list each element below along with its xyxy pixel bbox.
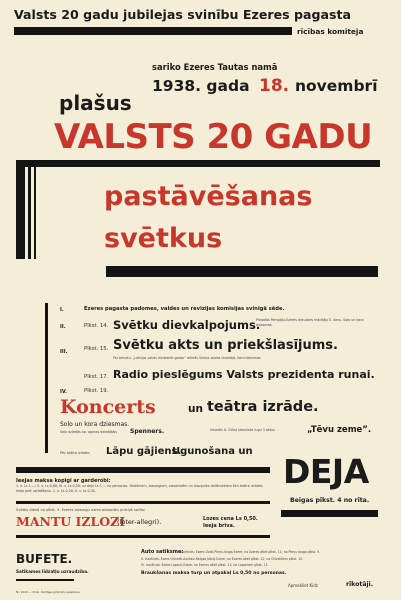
- program-4-title: Radio pieslēgums Valsts prezidenta runai.: [113, 368, 375, 381]
- program-3-time: Pīkst. 15.: [84, 346, 109, 352]
- program-1-num: I.: [60, 307, 64, 313]
- program-3-note: Par tematu: „Latvijas valsts divdesmit gados” referēs Saldus skolas skolotājs. Kora dziesmas.: [113, 356, 262, 360]
- concert-solo: Solo un kora dziesmas.: [60, 421, 130, 428]
- deja-rule: [281, 510, 378, 517]
- program-3-title: Svētku akts un priekšlasījums.: [113, 338, 338, 353]
- program-1-title: Ezeres pagasta padomes, valdes un revīzijas komisijas svinīgā sēde.: [84, 306, 285, 312]
- lottery-intro: Svētku dienā no pīkst. 9. Ezeres aizsargu nams aizsardžu pulciņš sarīko: [16, 508, 145, 512]
- transport-price: Braukšanas maksa turp un atpakaļ Ls 0,50 no personas.: [141, 571, 287, 576]
- entrance-text: 1. v. Ls 1,—; II. v. Ls 0,80; III. v. Ls 0,50; uz deju Ls 1,— no personas. Skolēniem, aizsargiem, aizsardzēm un mazpulka dalībniekiem šim teātra izrādes ieeja pret uzrādīšanu. 1. v. Ls 0,50; II. v. Ls 0,30.: [16, 484, 263, 494]
- transport-line-3: III. maršruts: Ezere-Lapsnii-Ezere; no Ezeres atiet pīkst. 11; no Lapsniem pīkst. 13.: [141, 563, 269, 567]
- concert-singer: Spenners.: [130, 428, 165, 435]
- headline-line1: VALSTS 20 GADU: [54, 117, 373, 157]
- left-vertical-bar-inner: [34, 160, 36, 259]
- concert-solo-note: Solo dziedās op. operas dziedātājs: [60, 430, 118, 434]
- organizer-line: sariko Ezeres Tautas namā: [152, 62, 278, 72]
- entrance-rule: [16, 501, 270, 504]
- program-2-time: Pīkst. 14.: [84, 323, 109, 329]
- play-title: „Tēvu zeme”.: [307, 425, 372, 435]
- program-5-num: IV.: [60, 389, 67, 395]
- headline-line2: pastāvēšanas: [104, 181, 313, 212]
- headline-line3: svētkus: [104, 223, 223, 254]
- left-vertical-bar-mid: [28, 160, 31, 259]
- header-title: Valsts 20 gadu jubilejas svinību Ezeres pagasta: [14, 7, 352, 22]
- footer-printer: Apmekliet Kidz: [288, 583, 318, 588]
- program-4-time: Pīkst. 17.: [84, 374, 109, 380]
- program-2-note: Piedalās Pampāļu-Ezeres draudzes mācītājs E. Ilens. Solo un kora dziesmas.: [256, 318, 364, 327]
- header-rule: [14, 27, 292, 35]
- lottery-free: Ieeja brīva.: [203, 523, 235, 529]
- bufete-sub: Satikames līdzatļu uzraudzība.: [16, 569, 89, 574]
- lottery-title: MANTU IZLOZI: [16, 514, 126, 529]
- transport-heading: Auto satiksme:: [141, 549, 184, 555]
- transport-line-1: 1. maršruts: Ezere-Ozoli-Pleņu-lauga Ezere; no Ezeres atiet pīkst. 11; no Pleņu lauga pīkst. 9.: [176, 550, 320, 554]
- program-2-title: Svētku dievkalpojums.: [113, 318, 261, 332]
- program-2-num: II.: [60, 324, 66, 330]
- program-rule: [16, 467, 270, 473]
- lottery-price: Lozes cena Ls 0,50.: [203, 516, 258, 522]
- entrance-heading: Ieejas maksa kopīgi ar garderobi:: [16, 478, 111, 484]
- lottery-type: (loter-allegri).: [117, 518, 162, 526]
- committee-label: rīcības komiteja: [297, 27, 364, 36]
- footer-organizers: rīkotāji.: [346, 581, 374, 588]
- bufete-rule: [16, 579, 74, 581]
- program-5-time: Pīkst. 19.: [84, 388, 109, 394]
- headline-rule-bottom: [106, 266, 378, 277]
- torch-title: Lāpu gājiens.: [106, 446, 182, 457]
- deja-sub: Beigas pīkst. 4 no rīta.: [290, 497, 370, 504]
- torch-note: Pēc teātra izrādes: [60, 451, 90, 455]
- date-month: novembrī: [295, 77, 378, 95]
- date-year: 1938. gada: [152, 77, 250, 95]
- date-day: 18.: [259, 76, 290, 96]
- footer-imprint: Nr. 2124 — Druk. Kuldīgas grāmatu spiestuve: [16, 590, 80, 594]
- headline-rule-top: [16, 160, 368, 167]
- fireworks: Ugunošana un: [172, 446, 253, 457]
- program-left-bar: [45, 303, 48, 453]
- left-vertical-bar-outer: [16, 160, 25, 259]
- plasus-label: plašus: [59, 91, 132, 115]
- concert-un: un: [188, 403, 203, 415]
- program-3-num: III.: [60, 349, 68, 355]
- concert-title: Koncerts: [60, 396, 156, 418]
- transport-line-2: II. maršruts: Ezere-Grīvaiži-Auntaiz-Reigas Jašuļi-Ezere; no Ezeres atiet pīkst. 12; no Grīvaižiem pīkst. 12.: [141, 557, 304, 561]
- deja-title: DEJA: [283, 452, 369, 491]
- headline-rule-right: [358, 160, 380, 167]
- bufete-title: BUFETE.: [16, 552, 73, 566]
- lottery-rule: [16, 535, 270, 538]
- concert-theatre: teātra izrāde.: [207, 399, 319, 415]
- play-note: Uzvedīs A. Grīna lakonisko lugu 3 aktos: [210, 428, 275, 432]
